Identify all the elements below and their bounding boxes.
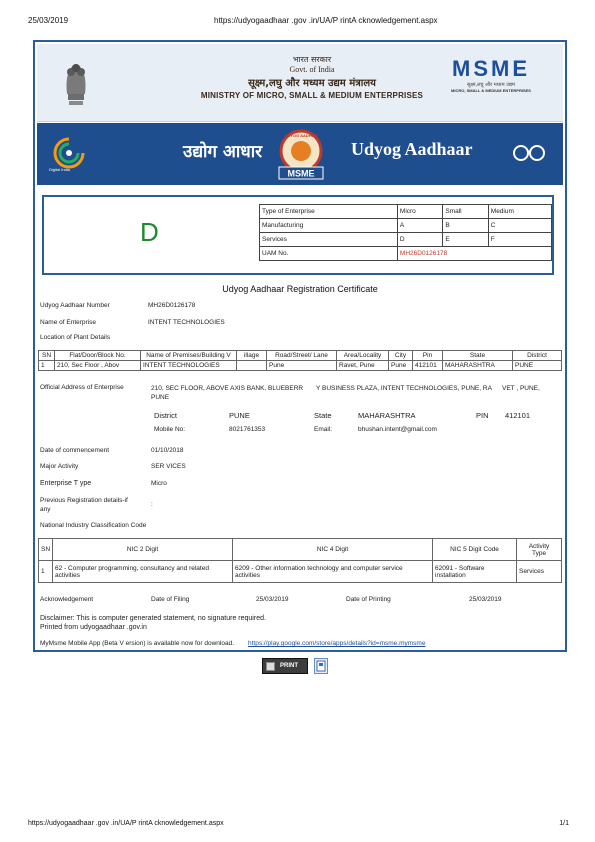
printer-icon <box>266 662 275 671</box>
footer-url: https://udyogaadhaar .gov .in/UA/P rintA cknowledgement.aspx <box>28 820 224 827</box>
table-header: NIC 5 Digit Code <box>433 539 517 561</box>
digital-india-text: Digital India <box>49 167 70 172</box>
uan-label: Udyog Aadhaar Number <box>40 302 110 309</box>
table-header <box>517 539 562 561</box>
nic4-line1: 6209 - Other information technology and computer service <box>235 564 403 572</box>
msme-logo-hindi: सूक्ष्म,लघु और मध्यम उद्यम <box>466 82 516 88</box>
table-header: District <box>513 351 562 361</box>
ministry-name: MINISTRY OF MICRO, SMALL & MEDIUM ENTERPRISES <box>200 91 424 100</box>
table-cell: Pune <box>267 361 337 371</box>
activity-header: Activity <box>528 542 550 550</box>
pin-label: PIN <box>476 411 489 420</box>
certificate-frame <box>33 40 567 652</box>
office-address-line1b: Y BUSINESS PLAZA, INTENT TECHNOLOGIES, PUNE, RA <box>316 385 492 392</box>
table-cell <box>237 361 267 371</box>
table-cell: Pune <box>389 361 413 371</box>
printing-date-value: 25/03/2019 <box>469 596 502 603</box>
table-row <box>260 205 552 219</box>
header-date: 25/03/2019 <box>28 16 69 25</box>
swachh-bharat-spectacles-icon <box>509 133 549 173</box>
nic2-line1: 62 - Computer programming, consultancy and related <box>55 564 209 572</box>
previous-registration-label: Previous Registration details-if <box>40 497 128 504</box>
national-emblem-icon <box>59 54 93 112</box>
table-header: City <box>389 351 413 361</box>
table-cell: Medium <box>488 205 551 219</box>
office-address-line1c: VET , PUNE, <box>502 385 540 392</box>
table-cell: Manufacturing <box>260 219 398 233</box>
district-value: PUNE <box>229 411 250 420</box>
table-row <box>39 561 562 583</box>
table-cell: PUNE <box>513 361 562 371</box>
govt-of-india: Govt. of India <box>289 65 335 74</box>
table-header: SN <box>39 539 53 561</box>
ministry-title-block <box>187 54 437 100</box>
email-label: Email: <box>314 426 333 433</box>
nic-table <box>38 538 562 583</box>
nic2-line2: activities <box>55 571 80 579</box>
enterprise-type-value: Micro <box>151 480 167 487</box>
table-cell: Type of Enterprise <box>260 205 398 219</box>
disclaimer-text: Disclaimer: This is computer generated statement, no signature required. <box>40 615 266 622</box>
table-cell: C <box>488 219 551 233</box>
table-header: NIC 4 Digit <box>233 539 433 561</box>
table-cell: MAHARASHTRA <box>443 361 513 371</box>
udyog-aadhaar-banner <box>37 123 563 185</box>
msme-logo-text: MSME <box>452 56 530 81</box>
enterprise-name-label: Name of Enterprise <box>40 319 96 326</box>
nic4-line2: activities <box>235 571 260 579</box>
table-cell <box>53 561 233 583</box>
commencement-value: 01/10/2018 <box>151 447 184 454</box>
pin-value: 412101 <box>505 411 531 420</box>
email-value: bhushan.intent@gmail.com <box>358 426 437 433</box>
table-cell: B <box>443 219 488 233</box>
office-address-label: Official Address of Enterprise <box>40 384 124 391</box>
table-cell: Services <box>260 233 398 247</box>
office-address-line2: PUNE <box>151 394 170 401</box>
print-button-label: PRINT <box>280 663 298 669</box>
printed-from-text: Printed from udyogaadhaar .gov.in <box>40 624 147 631</box>
office-address-line1: 210, SEC FLOOR, ABOVE AXIS BANK, BLUEBERR <box>151 385 304 392</box>
udyog-aadhaar-seal-icon <box>273 127 329 181</box>
state-label: State <box>314 411 332 420</box>
table-cell: Services <box>517 561 562 583</box>
save-button[interactable] <box>314 658 328 674</box>
table-header: Road/Street/ Lane <box>267 351 337 361</box>
previous-registration-value: : <box>151 501 153 508</box>
table-cell: 1 <box>39 361 55 371</box>
ministry-banner <box>37 44 563 122</box>
mobile-app-link[interactable]: https://play.google.com/store/apps/details?id=msme.mymsme <box>248 640 426 647</box>
table-row <box>39 351 562 361</box>
plant-location-label: Location of Plant Details <box>40 334 111 341</box>
table-cell: 210, Sec Floor , Abov <box>55 361 141 371</box>
type-header: Type <box>531 549 547 557</box>
table-cell: 1 <box>39 561 53 583</box>
table-row <box>39 361 562 371</box>
header-url: https://udyogaadhaar .gov .in/UA/P rintA cknowledgement.aspx <box>214 16 438 25</box>
table-cell: A <box>397 219 442 233</box>
state-value: MAHARASHTRA <box>358 411 416 420</box>
table-header: Area/Locality <box>337 351 389 361</box>
table-header: illage <box>237 351 267 361</box>
table-cell: Ravet, Pune <box>337 361 389 371</box>
save-icon <box>315 659 327 673</box>
enterprise-category-box <box>42 195 554 275</box>
nic5-line1: 62091 - Software <box>435 564 485 572</box>
msme-logo <box>439 56 543 93</box>
table-header: State <box>443 351 513 361</box>
major-activity-label: Major Activity <box>40 463 79 470</box>
enterprise-name-value: INTENT TECHNOLOGIES <box>148 319 225 326</box>
digital-india-logo-icon <box>47 135 91 171</box>
table-row <box>39 539 562 561</box>
table-row <box>260 233 552 247</box>
printing-date-label: Date of Printing <box>346 596 391 603</box>
table-row <box>260 247 552 261</box>
table-cell: UAM No. <box>260 247 398 261</box>
certificate-title: Udyog Aadhaar Registration Certificate <box>222 284 378 294</box>
table-cell: Micro <box>397 205 442 219</box>
table-header: SN <box>39 351 55 361</box>
table-header: Name of Premises/Building V <box>141 351 237 361</box>
table-cell: F <box>488 233 551 247</box>
filing-date-value: 25/03/2019 <box>256 596 289 603</box>
mobile-app-text: MyMsme Mobile App (Beta V ersion) is available now for download. <box>40 640 235 647</box>
category-letter: D <box>140 217 159 247</box>
mobile-label: Mobile No: <box>154 426 186 433</box>
district-label: District <box>154 411 177 420</box>
table-header: Flat/Door/Block No. <box>55 351 141 361</box>
govt-hindi: भारत सरकार <box>292 55 332 64</box>
commencement-label: Date of commencement <box>40 447 110 454</box>
mobile-value: 8021761353 <box>229 426 266 433</box>
udyog-aadhaar-title: Udyog Aadhaar <box>351 139 473 159</box>
plant-location-table <box>38 350 562 371</box>
enterprise-type-label: Enterprise T ype <box>40 480 92 487</box>
enterprise-type-table <box>259 204 552 261</box>
footer-page-number: 1/1 <box>559 820 569 827</box>
table-cell: 412101 <box>413 361 443 371</box>
table-cell <box>233 561 433 583</box>
table-header: NIC 2 Digit <box>53 539 233 561</box>
table-cell: E <box>443 233 488 247</box>
previous-registration-label-2: any <box>40 506 51 513</box>
filing-date-label: Date of Filing <box>151 596 190 603</box>
nic-label: National Industry Classification Code <box>40 522 147 529</box>
ministry-hindi: सूक्ष्म,लघु और मध्यम उद्यम मंत्रालय <box>248 78 376 89</box>
msme-logo-subtitle: MICRO, SMALL & MEDIUM ENTERPRISES <box>451 88 531 93</box>
major-activity-value: SER VICES <box>151 463 186 470</box>
table-cell: D <box>397 233 442 247</box>
table-header: Pin <box>413 351 443 361</box>
udyog-aadhaar-hindi: उद्योग आधार <box>183 142 263 162</box>
table-cell: INTENT TECHNOLOGIES <box>141 361 237 371</box>
uam-number: MH26D0126178 <box>397 247 551 261</box>
table-cell <box>433 561 517 583</box>
print-footer <box>28 820 575 827</box>
uan-value: MH26D0126178 <box>148 302 196 309</box>
nic5-line2: installation <box>435 571 466 579</box>
print-button[interactable] <box>262 658 308 674</box>
seal-msme-text: MSME <box>287 168 315 179</box>
seal-arc-text: UDYOG AADHAR <box>284 133 318 138</box>
table-cell: Small <box>443 205 488 219</box>
acknowledgement-label: Acknowledgement <box>40 596 94 603</box>
table-row <box>260 219 552 233</box>
